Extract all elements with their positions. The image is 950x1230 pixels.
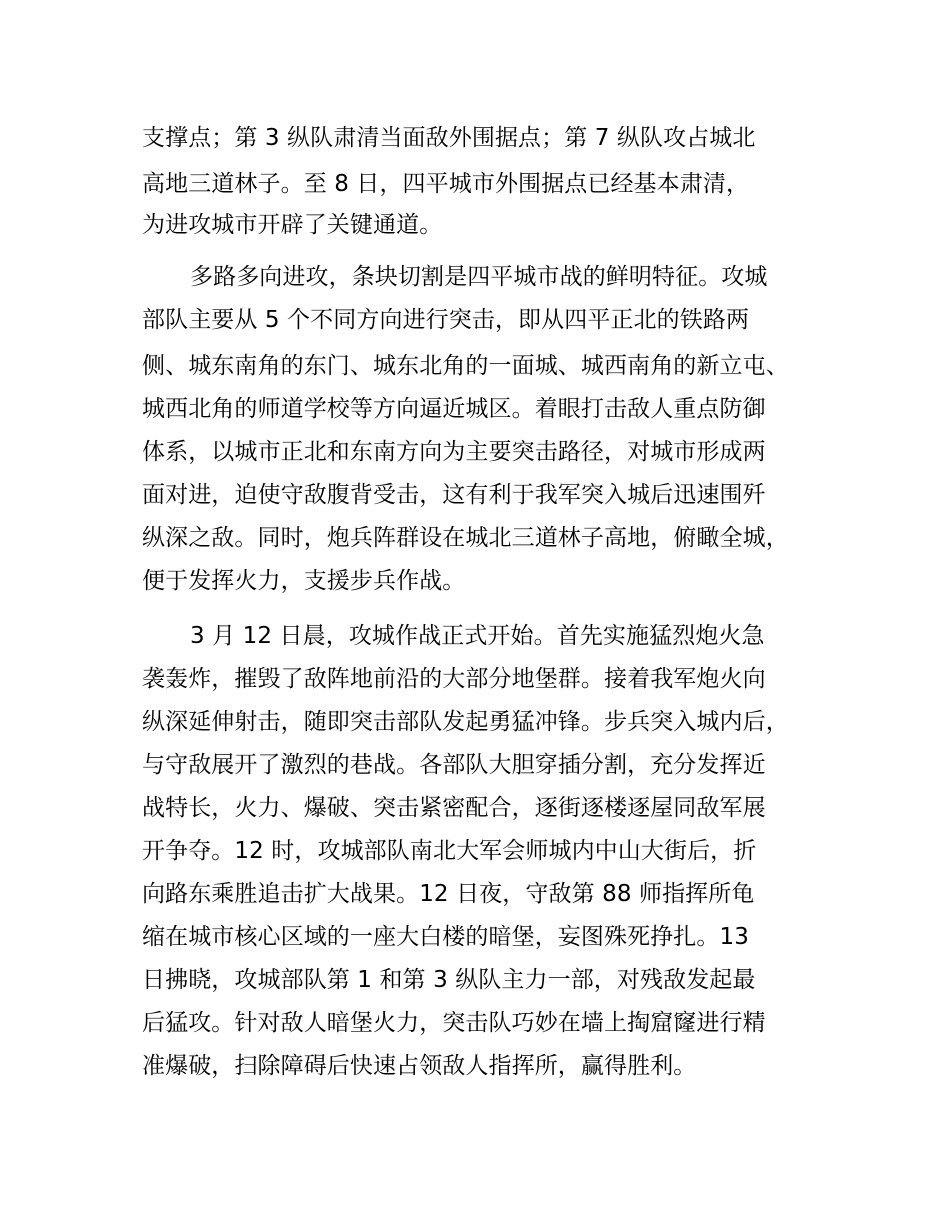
text-line: 准爆破，扫除障碍后快速占领敌人指挥所，赢得胜利。 bbox=[142, 1053, 697, 1079]
paragraph-first-line: 多路多向进攻，条块切割是四平城市战的鲜明特征。攻城 bbox=[190, 264, 768, 290]
text-line: 与守敌展开了激烈的巷战。各部队大胆穿插分割，充分发挥近 bbox=[142, 752, 766, 778]
text-line: 体系，以城市正北和东南方向为主要突击路径，对城市形成两 bbox=[142, 439, 766, 465]
text-line: 开争夺。12 时，攻城部队南北大军会师城内中山大街后，折 bbox=[142, 838, 757, 864]
text-line: 纵深之敌。同时，炮兵阵群设在城北三道林子高地，俯瞰全城， bbox=[142, 525, 789, 551]
text-line: 向路东乘胜追击扩大战果。12 日夜，守敌第 88 师指挥所龟 bbox=[142, 881, 755, 907]
text-line: 战特长，火力、爆破、突击紧密配合，逐街逐楼逐屋同敌军展 bbox=[142, 795, 766, 821]
text-line: 纵深延伸射击，随即突击部队发起勇猛冲锋。步兵突入城内后， bbox=[142, 709, 789, 735]
text-line: 高地三道林子。至 8 日，四平城市外围据点已经基本肃清， bbox=[142, 171, 750, 197]
text-line: 日拂晓，攻城部队第 1 和第 3 纵队主力一部，对残敌发起最 bbox=[142, 967, 756, 993]
text-line: 支撑点；第 3 纵队肃清当面敌外围据点；第 7 纵队攻占城北 bbox=[142, 125, 756, 151]
text-line: 便于发挥火力，支援步兵作战。 bbox=[142, 568, 466, 594]
text-line: 部队主要从 5 个不同方向进行突击，即从四平正北的铁路两 bbox=[142, 307, 750, 333]
text-line: 后猛攻。针对敌人暗堡火力，突击队巧妙在墙上掏窟窿进行精 bbox=[142, 1010, 766, 1036]
text-line: 袭轰炸，摧毁了敌阵地前沿的大部分地堡群。接着我军炮火向 bbox=[142, 666, 766, 692]
paragraph-first-line: 3 月 12 日晨，攻城作战正式开始。首先实施猛烈炮火急 bbox=[190, 623, 765, 649]
text-line: 面对进，迫使守敌腹背受击，这有利于我军突入城后迅速围歼 bbox=[142, 482, 766, 508]
text-line: 缩在城市核心区域的一座大白楼的暗堡，妄图殊死挣扎。13 bbox=[142, 924, 749, 950]
text-line: 为进攻城市开辟了关键通道。 bbox=[142, 212, 443, 238]
text-line: 城西北角的师道学校等方向逼近城区。着眼打击敌人重点防御 bbox=[142, 396, 766, 422]
text-line: 侧、城东南角的东门、城东北角的一面城、城西南角的新立屯、 bbox=[142, 353, 789, 379]
